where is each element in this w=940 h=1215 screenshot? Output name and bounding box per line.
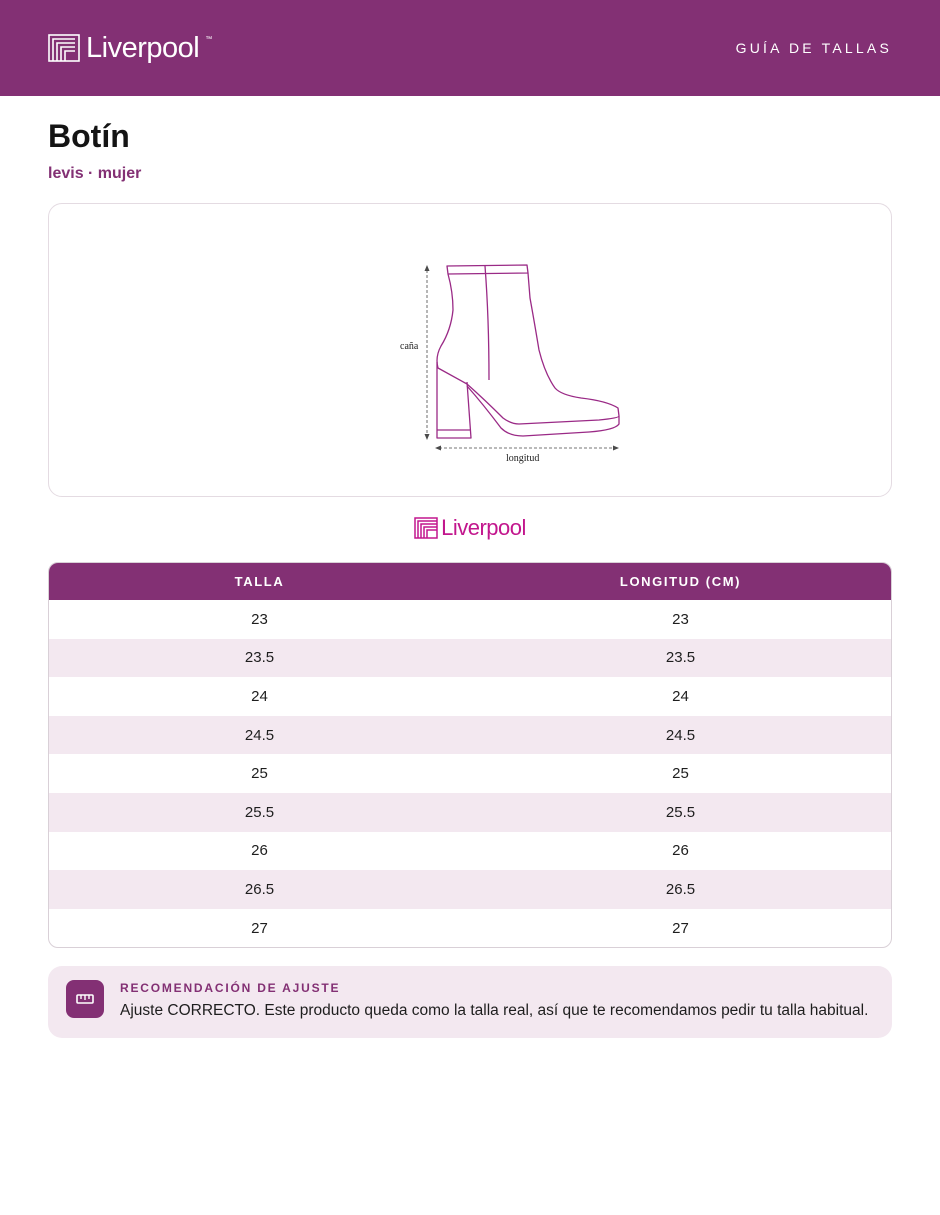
table-body xyxy=(49,600,891,947)
length-cell: 27 xyxy=(672,919,689,937)
table-header xyxy=(49,563,891,600)
column-header-length: LONGITUD (CM) xyxy=(619,574,742,589)
size-cell: 24 xyxy=(251,687,268,705)
size-cell: 25.5 xyxy=(244,803,275,821)
brand-trademark: ™ xyxy=(205,35,213,43)
liverpool-logo-mark-icon xyxy=(48,34,80,62)
size-cell: 26.5 xyxy=(244,880,275,898)
product-meta: levis · mujer xyxy=(48,165,142,182)
product-title: Botín xyxy=(48,118,130,154)
size-cell: 26 xyxy=(251,842,268,860)
recommendation-text: Ajuste CORRECTO. Este producto queda como la talla real, así que te recomendamos pedir tu talla habitual. xyxy=(120,1002,869,1020)
measurement-arrows xyxy=(425,265,620,451)
diagram-label-length: longitud xyxy=(506,453,540,464)
diagram-label-height: caña xyxy=(400,341,419,352)
measurement-guides xyxy=(427,270,615,448)
column-header-size: TALLA xyxy=(234,574,285,589)
length-cell: 24.5 xyxy=(665,726,696,744)
length-cell: 25.5 xyxy=(665,803,696,821)
recommendation-body xyxy=(120,981,868,1020)
recommendation-label: RECOMENDACIÓN DE AJUSTE xyxy=(120,981,341,996)
main-content xyxy=(0,118,940,1038)
length-cell: 26.5 xyxy=(665,880,696,898)
page-section-title: GUÍA DE TALLAS xyxy=(735,40,892,56)
ruler-icon xyxy=(66,980,104,1018)
table-row xyxy=(49,832,891,871)
table-row xyxy=(49,639,891,678)
boot-measurement-diagram xyxy=(349,258,629,468)
brand-logo-secondary xyxy=(48,514,892,542)
length-cell: 26 xyxy=(672,842,689,860)
table-row xyxy=(49,754,891,793)
table-row xyxy=(49,600,891,639)
brand-name: Liverpool xyxy=(86,31,200,64)
size-table xyxy=(48,562,892,948)
fit-recommendation xyxy=(48,966,892,1038)
size-cell: 24.5 xyxy=(244,726,275,744)
table-row xyxy=(49,909,891,948)
length-cell: 25 xyxy=(672,765,689,783)
size-cell: 23 xyxy=(251,610,268,628)
table-row xyxy=(49,793,891,832)
liverpool-logo-mark-icon xyxy=(414,517,438,539)
length-cell: 24 xyxy=(672,687,689,705)
page-header xyxy=(0,0,940,96)
brand-name-secondary: Liverpool xyxy=(441,515,526,540)
size-cell: 25 xyxy=(251,765,268,783)
length-cell: 23 xyxy=(672,610,689,628)
size-cell: 23.5 xyxy=(244,649,275,667)
brand-logo xyxy=(48,31,213,64)
length-cell: 23.5 xyxy=(665,649,696,667)
table-row xyxy=(49,677,891,716)
table-row xyxy=(49,716,891,755)
size-cell: 27 xyxy=(251,919,268,937)
table-row xyxy=(49,870,891,909)
boot-diagram-card xyxy=(48,203,892,497)
boot-outline xyxy=(437,265,619,438)
